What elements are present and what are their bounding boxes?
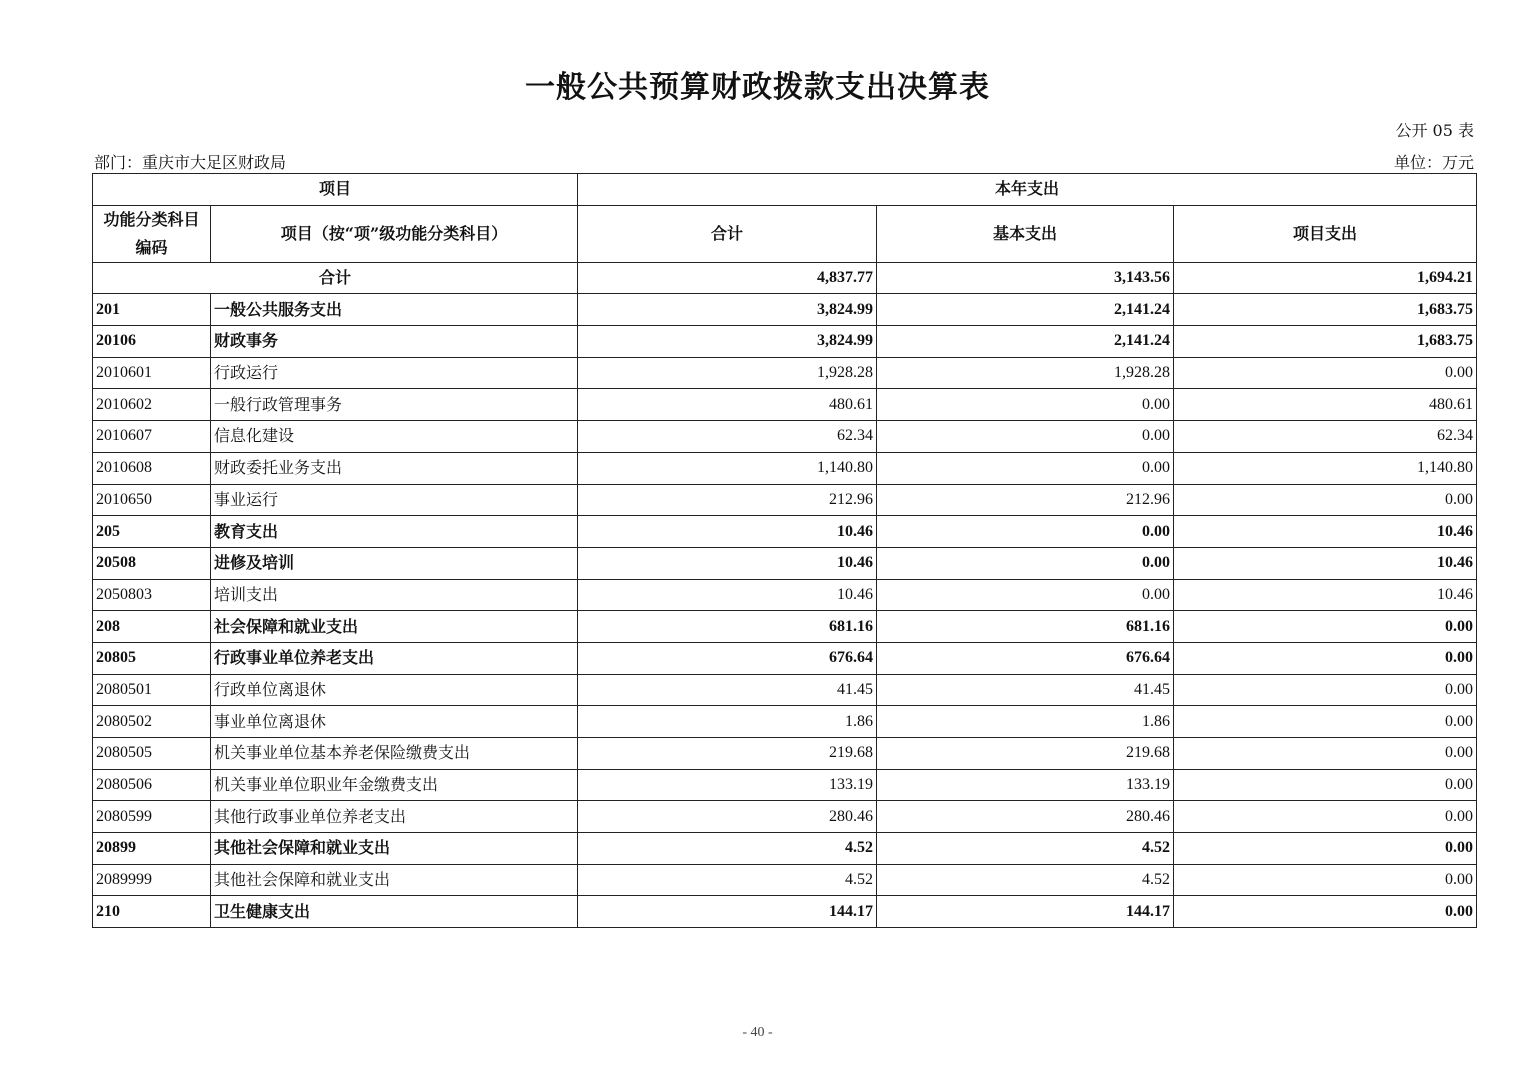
row-name: 机关事业单位基本养老保险缴费支出 bbox=[211, 738, 578, 770]
row-project: 0.00 bbox=[1174, 357, 1477, 389]
row-project: 1,683.75 bbox=[1174, 294, 1477, 326]
row-basic: 219.68 bbox=[877, 738, 1174, 770]
row-total: 212.96 bbox=[578, 484, 877, 516]
row-project: 0.00 bbox=[1174, 738, 1477, 770]
table-row bbox=[93, 484, 1477, 516]
row-code: 2080501 bbox=[93, 674, 211, 706]
row-project: 1,140.80 bbox=[1174, 452, 1477, 484]
row-basic: 0.00 bbox=[877, 516, 1174, 548]
table-row bbox=[93, 642, 1477, 674]
row-basic: 1,928.28 bbox=[877, 357, 1174, 389]
row-total: 3,824.99 bbox=[578, 326, 877, 358]
row-code: 20899 bbox=[93, 833, 211, 865]
row-project: 0.00 bbox=[1174, 674, 1477, 706]
row-project: 0.00 bbox=[1174, 706, 1477, 738]
header-total: 合计 bbox=[578, 205, 877, 262]
row-total: 10.46 bbox=[578, 579, 877, 611]
row-name: 财政委托业务支出 bbox=[211, 452, 578, 484]
total-sum: 4,837.77 bbox=[578, 262, 877, 294]
table-row bbox=[93, 357, 1477, 389]
table-row bbox=[93, 801, 1477, 833]
table-row bbox=[93, 326, 1477, 358]
row-total: 133.19 bbox=[578, 769, 877, 801]
row-project: 10.46 bbox=[1174, 547, 1477, 579]
row-code: 2080506 bbox=[93, 769, 211, 801]
row-total: 1,928.28 bbox=[578, 357, 877, 389]
row-total: 10.46 bbox=[578, 547, 877, 579]
row-name: 卫生健康支出 bbox=[211, 896, 578, 928]
table-row bbox=[93, 389, 1477, 421]
row-basic: 41.45 bbox=[877, 674, 1174, 706]
row-basic: 2,141.24 bbox=[877, 294, 1174, 326]
row-name: 机关事业单位职业年金缴费支出 bbox=[211, 769, 578, 801]
row-basic: 4.52 bbox=[877, 864, 1174, 896]
row-project: 0.00 bbox=[1174, 801, 1477, 833]
row-code: 201 bbox=[93, 294, 211, 326]
header-project-expense: 项目支出 bbox=[1174, 205, 1477, 262]
row-name: 社会保障和就业支出 bbox=[211, 611, 578, 643]
form-number: 公开 05 表 bbox=[1395, 121, 1474, 140]
row-total: 480.61 bbox=[578, 389, 877, 421]
row-code: 2010608 bbox=[93, 452, 211, 484]
row-project: 0.00 bbox=[1174, 833, 1477, 865]
table-row bbox=[93, 674, 1477, 706]
table-row bbox=[93, 611, 1477, 643]
table-row bbox=[93, 706, 1477, 738]
header-basic: 基本支出 bbox=[877, 205, 1174, 262]
row-total: 144.17 bbox=[578, 896, 877, 928]
row-total: 4.52 bbox=[578, 833, 877, 865]
row-name: 进修及培训 bbox=[211, 547, 578, 579]
row-name: 一般行政管理事务 bbox=[211, 389, 578, 421]
row-basic: 280.46 bbox=[877, 801, 1174, 833]
row-project: 1,683.75 bbox=[1174, 326, 1477, 358]
total-basic: 3,143.56 bbox=[877, 262, 1174, 294]
table-row bbox=[93, 738, 1477, 770]
row-code: 2080502 bbox=[93, 706, 211, 738]
row-code: 210 bbox=[93, 896, 211, 928]
row-basic: 1.86 bbox=[877, 706, 1174, 738]
total-project: 1,694.21 bbox=[1174, 262, 1477, 294]
row-basic: 2,141.24 bbox=[877, 326, 1174, 358]
row-total: 681.16 bbox=[578, 611, 877, 643]
row-basic: 212.96 bbox=[877, 484, 1174, 516]
row-total: 1,140.80 bbox=[578, 452, 877, 484]
table-row bbox=[93, 294, 1477, 326]
row-total: 10.46 bbox=[578, 516, 877, 548]
row-total: 3,824.99 bbox=[578, 294, 877, 326]
row-basic: 0.00 bbox=[877, 579, 1174, 611]
header-current-year-expense: 本年支出 bbox=[578, 174, 1477, 206]
row-basic: 676.64 bbox=[877, 642, 1174, 674]
row-name: 行政运行 bbox=[211, 357, 578, 389]
row-basic: 0.00 bbox=[877, 389, 1174, 421]
header-item-name: 项目（按“项”级功能分类科目） bbox=[211, 205, 578, 262]
row-project: 480.61 bbox=[1174, 389, 1477, 421]
header-code: 功能分类科目编码 bbox=[93, 205, 211, 262]
table-row bbox=[93, 864, 1477, 896]
row-code: 2010650 bbox=[93, 484, 211, 516]
row-code: 2010607 bbox=[93, 421, 211, 453]
row-basic: 0.00 bbox=[877, 547, 1174, 579]
row-basic: 144.17 bbox=[877, 896, 1174, 928]
row-code: 205 bbox=[93, 516, 211, 548]
row-name: 一般公共服务支出 bbox=[211, 294, 578, 326]
unit-label: 单位：万元 bbox=[1393, 153, 1474, 172]
row-code: 20106 bbox=[93, 326, 211, 358]
total-label: 合计 bbox=[93, 262, 578, 294]
row-project: 10.46 bbox=[1174, 579, 1477, 611]
row-basic: 0.00 bbox=[877, 452, 1174, 484]
row-total: 4.52 bbox=[578, 864, 877, 896]
row-name: 事业单位离退休 bbox=[211, 706, 578, 738]
row-name: 其他社会保障和就业支出 bbox=[211, 864, 578, 896]
row-total: 676.64 bbox=[578, 642, 877, 674]
row-project: 0.00 bbox=[1174, 611, 1477, 643]
row-name: 教育支出 bbox=[211, 516, 578, 548]
row-code: 20508 bbox=[93, 547, 211, 579]
row-code: 2080505 bbox=[93, 738, 211, 770]
row-code: 2080599 bbox=[93, 801, 211, 833]
table-row bbox=[93, 833, 1477, 865]
row-project: 10.46 bbox=[1174, 516, 1477, 548]
row-project: 0.00 bbox=[1174, 769, 1477, 801]
table-row bbox=[93, 421, 1477, 453]
table-row bbox=[93, 547, 1477, 579]
row-code: 2089999 bbox=[93, 864, 211, 896]
row-code: 2050803 bbox=[93, 579, 211, 611]
row-project: 0.00 bbox=[1174, 484, 1477, 516]
page-number: - 40 - bbox=[742, 1025, 773, 1040]
row-total: 280.46 bbox=[578, 801, 877, 833]
table-row bbox=[93, 452, 1477, 484]
row-code: 208 bbox=[93, 611, 211, 643]
table-row bbox=[93, 579, 1477, 611]
table-row bbox=[93, 769, 1477, 801]
row-name: 行政单位离退休 bbox=[211, 674, 578, 706]
expense-table bbox=[92, 173, 1477, 928]
row-total: 41.45 bbox=[578, 674, 877, 706]
header-project: 项目 bbox=[93, 174, 578, 206]
row-name: 其他社会保障和就业支出 bbox=[211, 833, 578, 865]
total-row bbox=[93, 262, 1477, 294]
row-total: 219.68 bbox=[578, 738, 877, 770]
row-project: 62.34 bbox=[1174, 421, 1477, 453]
row-code: 2010601 bbox=[93, 357, 211, 389]
row-basic: 681.16 bbox=[877, 611, 1174, 643]
row-project: 0.00 bbox=[1174, 896, 1477, 928]
row-name: 事业运行 bbox=[211, 484, 578, 516]
row-code: 2010602 bbox=[93, 389, 211, 421]
table-row bbox=[93, 896, 1477, 928]
row-basic: 4.52 bbox=[877, 833, 1174, 865]
department-label: 部门：重庆市大足区财政局 bbox=[94, 153, 287, 172]
row-name: 其他行政事业单位养老支出 bbox=[211, 801, 578, 833]
row-project: 0.00 bbox=[1174, 642, 1477, 674]
table-row bbox=[93, 516, 1477, 548]
row-code: 20805 bbox=[93, 642, 211, 674]
row-name: 培训支出 bbox=[211, 579, 578, 611]
row-basic: 0.00 bbox=[877, 421, 1174, 453]
page-title: 一般公共预算财政拨款支出决算表 bbox=[525, 70, 990, 105]
row-name: 行政事业单位养老支出 bbox=[211, 642, 578, 674]
table-body bbox=[93, 262, 1477, 927]
row-total: 1.86 bbox=[578, 706, 877, 738]
row-total: 62.34 bbox=[578, 421, 877, 453]
row-project: 0.00 bbox=[1174, 864, 1477, 896]
row-name: 财政事务 bbox=[211, 326, 578, 358]
row-basic: 133.19 bbox=[877, 769, 1174, 801]
row-name: 信息化建设 bbox=[211, 421, 578, 453]
